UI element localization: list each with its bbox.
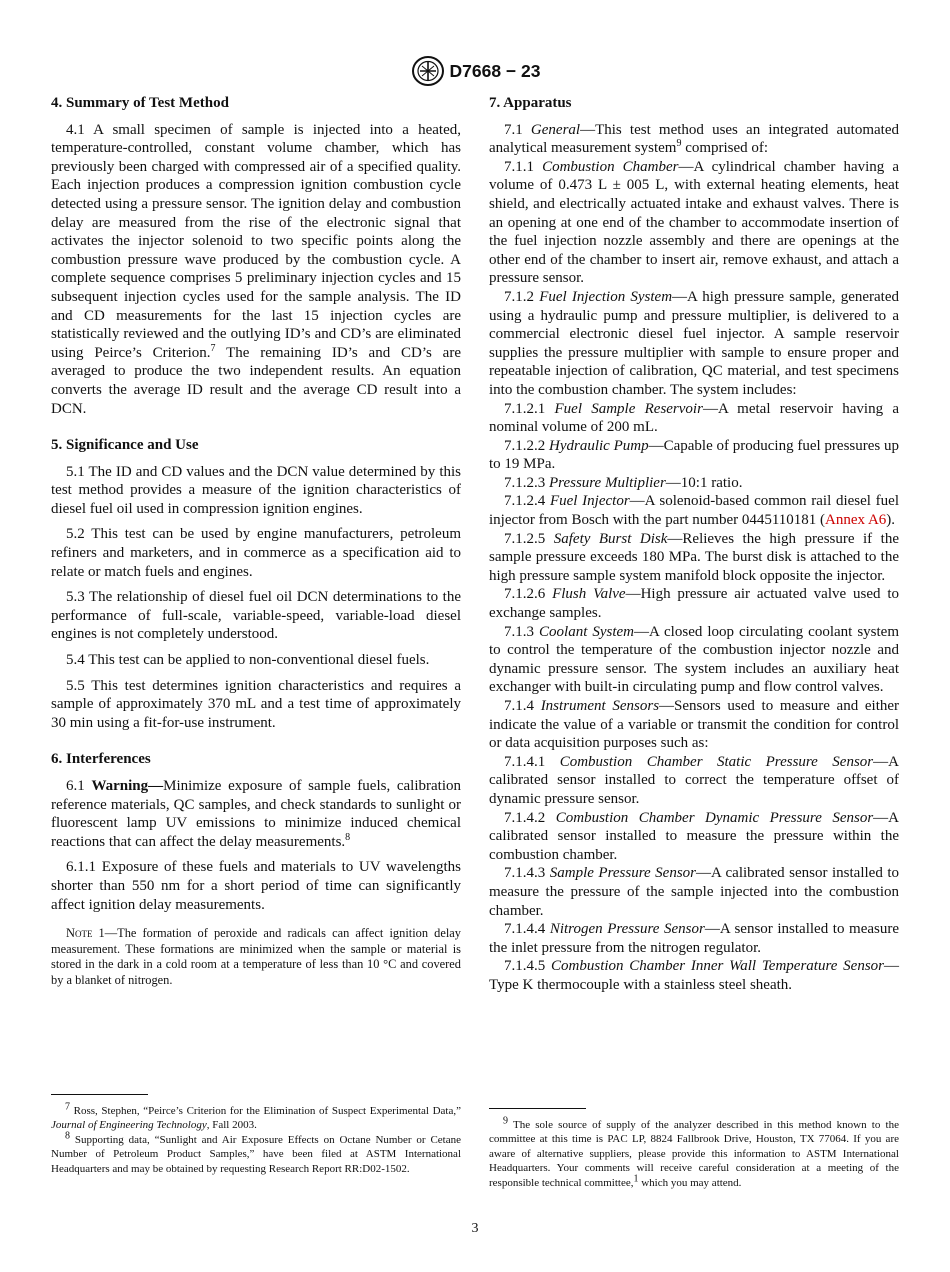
paragraph-7-1-4: 7.1.4 Instrument Sensors—Sensors used to measure and either indicate the value of a variable or transmit the condition for control or data acquisition purposes such as: bbox=[489, 698, 900, 752]
footnotes-left bbox=[51, 1101, 461, 1176]
paragraph-7-1-1: 7.1.1 Combustion Chamber—A cylindrical chamber having a volume of 0.473 L ± 005 L, with external heating elements, heat shield, and electrically actuated intake and exhaust valves. There is an opening at one end of the chamber to accommodate insertion of the fuel injection nozzle assembly and there are openings at the other end of the chamber to insert air, remove exhaust, and attach a pressure sensor. bbox=[489, 158, 900, 287]
paragraph-7-1-2-3: 7.1.2.3 Pressure Multiplier—10:1 ratio. bbox=[504, 474, 743, 491]
paragraph-7-1-3: 7.1.3 Coolant System—A closed loop circulating coolant system to control the temperature of the combustion injector nozzle and dynamic pressure sensor. The system includes an auxiliary heat exchanger with built-in circulating pump and flow control valves. bbox=[489, 623, 899, 696]
footnote-ref-9[interactable]: 9 bbox=[676, 138, 682, 150]
paragraph-7-1-4-4: 7.1.4.4 Nitrogen Pressure Sensor—A sensor installed to measure the inlet pressure from the nitrogen regulator. bbox=[489, 921, 900, 956]
paragraph-7-1-4-3: 7.1.4.3 Sample Pressure Sensor—A calibrated sensor installed to measure the pressure of the sample injected into the combustion chamber. bbox=[489, 865, 899, 919]
paragraph-7-1-4-1: 7.1.4.1 Combustion Chamber Static Pressure Sensor—A calibrated sensor installed to correct the temperature offset of dynamic pressure sensor. bbox=[489, 753, 899, 807]
page-header bbox=[0, 55, 950, 87]
paragraph-6-1-1: 6.1.1 Exposure of these fuels and materials to UV wavelengths shorter than 550 nm for a short period of time can significantly affect ignition delay measurements. bbox=[51, 859, 461, 913]
footnotes-right bbox=[489, 1115, 899, 1190]
warning-label: Warning— bbox=[91, 778, 164, 794]
paragraph-6-1: 6.1 Warning—Minimize exposure of sample fuels, calibration reference materials, QC samples, and check standards to sunlight or fluorescent lamp UV emissions to minimize induced chemical reactions that can affect the delay measurements.$^8$ bbox=[51, 778, 462, 850]
paragraph-7-1: 7.1 General—This test method uses an integrated automated analytical measurement system$^9$ comprised of: bbox=[489, 121, 899, 157]
paragraph-7-1-2-5: 7.1.2.5 Safety Burst Disk—Relieves the high pressure if the sample pressure exceeds 180 MPa. The burst disk is attached to the high pressure sample system manifold block opposite the injector. bbox=[489, 530, 899, 584]
note-1: Note 1—The formation of peroxide and radicals can affect ignition delay measurement. These formations are minimized when the sample or material is stored in the dark in a cold room at a temperature of less than 10 °C and covered by a blanket of nitrogen. bbox=[51, 926, 461, 987]
paragraph-4-1: 4.1 A small specimen of sample is injected into a heated, temperature-controlled, constant volume chamber, which has previously been charged with compressed air of a specified quality. Each injection produces a compression ignition combustion cycle detected using a pressure sensor. The ignition delay and combustion delay are measured from the rise of the electronic signal that activates the injector solenoid to two specific points along the combustion pressure wave produced by the combustion cycle. A complete sequence comprises 5 preliminary injection cycles and 15 subsequent injection cycles used for the sample analysis. The ID and CD measurements for the last 15 injection cycles are statistically reviewed and the outlying ID’s and CD’s are eliminated using Peirce’s Criterion.$^7$ The remaining ID’s and CD’s are averaged to produce the two independent results. An equation converts the average ID result and the average CD result into a DCN. bbox=[51, 121, 461, 417]
footnote-rule-right bbox=[489, 1108, 586, 1109]
paragraph-5-5: 5.5 This test determines ignition characteristics and requires a sample of approximately 370 mL and a test time of approximately 30 min using a fit-for-use instrument. bbox=[51, 677, 461, 731]
paragraph-7-1-4-2: 7.1.4.2 Combustion Chamber Dynamic Pressure Sensor—A calibrated sensor installed to measure the pressure within the combustion chamber. bbox=[489, 809, 900, 863]
section-5-title: 5. Significance and Use bbox=[51, 437, 199, 454]
section-6-title: 6. Interferences bbox=[51, 751, 151, 768]
paragraph-7-1-2-4: 7.1.2.4 Fuel Injector—A solenoid-based common rail diesel fuel injector from Bosch with the part number 0445110181 (Annex A6). bbox=[489, 493, 899, 529]
footnote-8: $^8$ Supporting data, “Sunlight and Air Exposure Effects on Octane Number or Cetane Number of Petroleum Product Samples,” have been filed at ASTM International Headquarters and may be obtained by requesting Research Report RR:D02-1502. bbox=[51, 1130, 461, 1175]
section-4-title: 4. Summary of Test Method bbox=[51, 95, 229, 111]
left-column bbox=[51, 94, 461, 989]
paragraph-5-1: 5.1 The ID and CD values and the DCN value determined by this test method provides a measure of the ignition characteristics of diesel fuel oil used in compression ignition engines. bbox=[51, 463, 461, 517]
footnote-ref-8[interactable]: 8 bbox=[345, 831, 351, 843]
paragraph-7-1-2-1: 7.1.2.1 Fuel Sample Reservoir—A metal reservoir having a nominal volume of 200 mL. bbox=[489, 400, 899, 436]
paragraph-5-3: 5.3 The relationship of diesel fuel oil DCN determinations to the performance of full-scale, variable-speed, variable-load diesel engines is not completely understood. bbox=[51, 589, 461, 643]
footnote-rule-left bbox=[51, 1094, 148, 1095]
footnote-7: $^7$ Ross, Stephen, “Peirce’s Criterion for the Elimination of Suspect Experimental Data,” Journal of Engineering Technology, Fall 2003. bbox=[51, 1101, 461, 1132]
paragraph-5-2: 5.2 This test can be used by engine manufacturers, petroleum refiners and marketers, and in commerce as a specification aid to relate or match fuels and engines. bbox=[51, 526, 461, 580]
footnote-9: $^9$ The sole source of supply of the analyzer described in this method known to the committee at this time is PAC LP, 8824 Fallbrook Drive, Houston, TX 77064. If you are aware of alternative suppliers, please provide this information to ASTM International Headquarters. Your comments will receive careful consideration at a meeting of the responsible technical committee,$^1$ which you may attend. bbox=[489, 1115, 899, 1189]
right-column bbox=[489, 94, 899, 995]
paragraph-7-1-2: 7.1.2 Fuel Injection System—A high pressure sample, generated using a hydraulic pump and pressure multiplier, is delivered to a commercial electronic diesel fuel injector. A sample reservoir supplies the pressure multiplier with sample to ensure proper and repeatable injection of calibration, QC material, and test specimens into the combustion chamber. The system includes: bbox=[489, 288, 899, 398]
astm-logo-icon bbox=[410, 55, 446, 87]
section-7-title: 7. Apparatus bbox=[489, 95, 572, 111]
page-number: 3 bbox=[471, 1221, 479, 1236]
annex-a6-link[interactable]: Annex A6 bbox=[825, 512, 887, 529]
paragraph-7-1-4-5: 7.1.4.5 Combustion Chamber Inner Wall Temperature Sensor—Type K thermocouple with a stainless steel sheath. bbox=[489, 958, 899, 993]
paragraph-5-4: 5.4 This test can be applied to non-conventional diesel fuels. bbox=[66, 652, 430, 669]
document-designation: D7668 − 23 bbox=[449, 60, 541, 81]
paragraph-7-1-2-2: 7.1.2.2 Hydraulic Pump—Capable of producing fuel pressures up to 19 MPa. bbox=[489, 437, 899, 473]
paragraph-7-1-2-6: 7.1.2.6 Flush Valve—High pressure air actuated valve used to exchange samples. bbox=[489, 586, 899, 622]
footnote-ref-7[interactable]: 7 bbox=[210, 342, 216, 354]
